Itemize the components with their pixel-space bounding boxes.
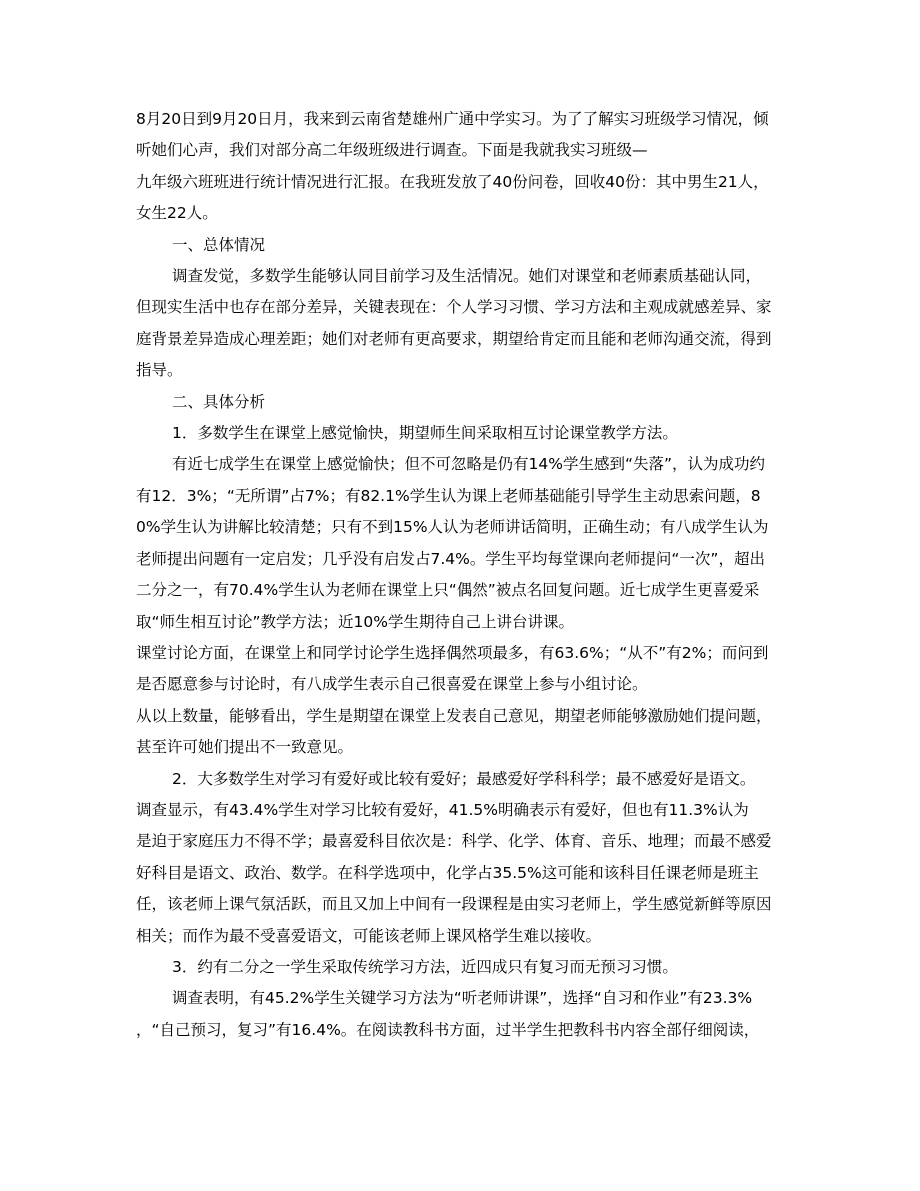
text-line: 相关；而作为最不受喜爱语文，可能该老师上课风格学生难以接收。 xyxy=(136,926,602,945)
text-line: 指导。 xyxy=(136,361,183,380)
text-line: 2．大多数学生对学习有爱好或比较有爱好；最感爱好学科科学；最不感爱好是语文。 xyxy=(172,769,756,788)
text-line: 有12．3%；“无所谓”占7%；有82.1%学生认为课上老师基础能引导学生主动思索问题，8 xyxy=(136,486,761,505)
text-line: 一、总体情况 xyxy=(172,235,266,254)
text-line: 听她们心声，我们对部分高二年级班级进行调查。下面是我就我实习班级— xyxy=(136,141,648,160)
text-line: 取“师生相互讨论”教学方法；近10%学生期待自己上讲台讲课。 xyxy=(136,612,575,631)
text-line: 甚至许可她们提出不一致意见。 xyxy=(136,738,354,757)
text-line: 调查发觉，多数学生能够认同目前学习及生活情况。她们对课堂和老师素质基础认同， xyxy=(172,267,762,286)
text-line: 3．约有二分之一学生采取传统学习方法，近四成只有复习而无预习习惯。 xyxy=(172,957,678,976)
text-line: ，“自己预习，复习”有16.4%。在阅读教科书方面，过半学生把教科书内容全部仔细阅读， xyxy=(136,1020,760,1039)
text-line: 庭背景差异造成心理差距；她们对老师有更高要求，期望给肯定而且能和老师沟通交流，得到 xyxy=(136,329,772,348)
text-line: 二分之一，有70.4%学生认为老师在课堂上只“偶然”被点名回复问题。近七成学生更喜爱采 xyxy=(136,581,760,600)
text-line: 九年级六班班进行统计情况进行汇报。在我班发放了40份问卷，回收40份：其中男生21人， xyxy=(136,172,769,191)
text-line: 有近七成学生在课堂上感觉愉快；但不可忽略是仍有14%学生感到“失落”，认为成功约 xyxy=(172,455,766,474)
text-line: 调查表明，有45.2%学生关键学习方法为“听老师讲课”，选择“自习和作业”有23.3% xyxy=(172,989,753,1008)
text-line: 课堂讨论方面，在课堂上和同学讨论学生选择偶然项最多，有63.6%；“从不”有2%；而问到 xyxy=(136,643,769,662)
text-line: 好科目是语文、政治、数学。在科学选项中，化学占35.5%这可能和该科目任课老师是班主 xyxy=(136,863,759,882)
text-line: 任，该老师上课气氛活跃，而且又加上中间有一段课程是由实习老师上，学生感觉新鲜等原因 xyxy=(136,895,772,914)
document-body xyxy=(136,104,780,1046)
text-line: 老师提出问题有一定启发；几乎没有启发占7.4%。学生平均每堂课向老师提问“一次”，超出 xyxy=(136,549,765,568)
text-line: 但现实生活中也存在部分差异，关键表现在：个人学习习惯、学习方法和主观成就感差异、家 xyxy=(136,298,772,317)
text-line: 1．多数学生在课堂上感觉愉快，期望师生间采取相互讨论课堂教学方法。 xyxy=(172,424,678,443)
text-line: 二、具体分析 xyxy=(172,392,266,411)
text-line: 是迫于家庭压力不得不学；最喜爱科目依次是：科学、化学、体育、音乐、地理；而最不感爱 xyxy=(136,832,772,851)
text-line: 女生22人。 xyxy=(136,204,218,223)
text-line: 是否愿意参与讨论时，有八成学生表示自己很喜爱在课堂上参与小组讨论。 xyxy=(136,675,648,694)
text-line: 8月20日到9月20日月，我来到云南省楚雄州广通中学实习。为了了解实习班级学习情况，倾 xyxy=(136,110,769,128)
text-line: 0%学生认为讲解比较清楚；只有不到15%人认为老师讲话简明，正确生动；有八成学生认为 xyxy=(136,518,769,537)
text-line: 从以上数量，能够看出，学生是期望在课堂上发表自己意见，期望老师能够激励她们提问题， xyxy=(136,706,772,725)
text-line: 调查显示，有43.4%学生对学习比较有爱好，41.5%明确表示有爱好，但也有11.3%认为 xyxy=(136,800,749,819)
